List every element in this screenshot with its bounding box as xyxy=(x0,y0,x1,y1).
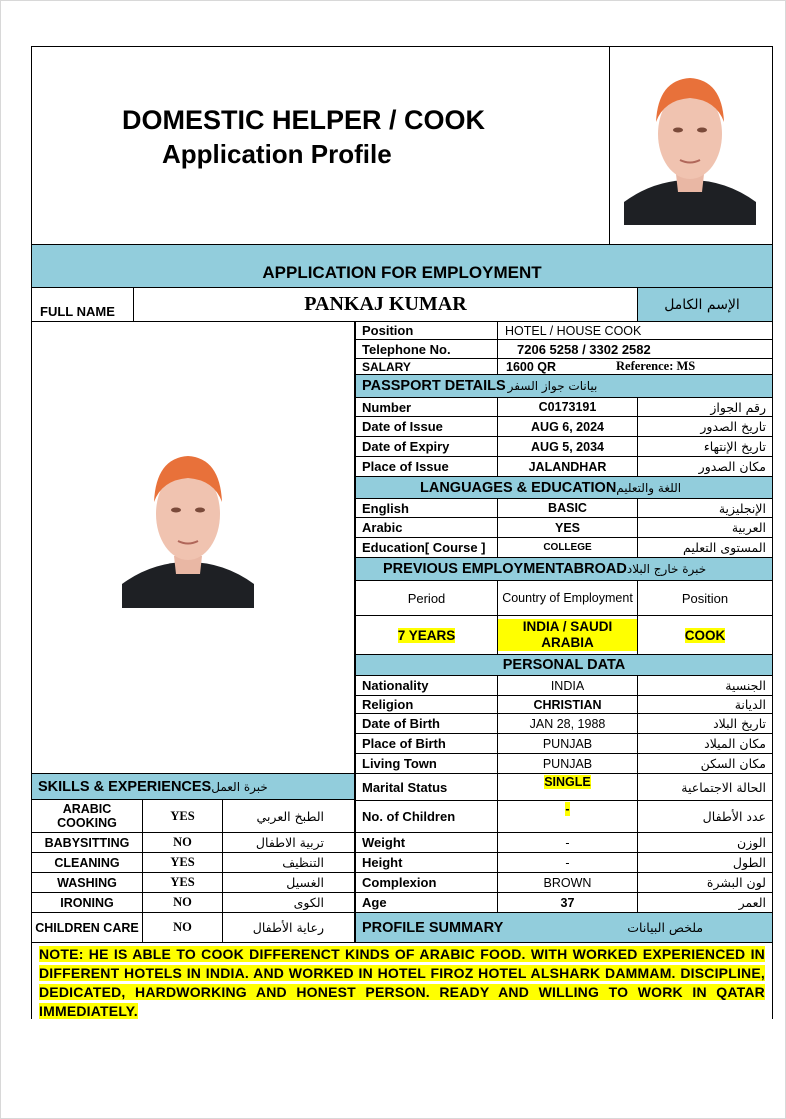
personal-row-label-ar: الوزن xyxy=(637,832,773,853)
languages-header-ar: اللغة والتعليم xyxy=(616,480,682,495)
skills-header-en: SKILLS & EXPERIENCES xyxy=(38,778,212,795)
telephone-value: 7206 5258 / 3302 2582 xyxy=(497,339,773,359)
summary-note xyxy=(39,945,765,1021)
personal-row-value-cell xyxy=(497,675,638,696)
passport-row-label-ar: تاريخ الصدور xyxy=(637,416,773,437)
passport-row-value: JALANDHAR xyxy=(497,456,638,477)
personal-row-label: Date of Birth xyxy=(355,713,498,734)
salary-value xyxy=(497,358,773,375)
skill-row-label-ar: الكوى xyxy=(222,892,355,913)
personal-row-label-ar: الديانة xyxy=(637,695,773,714)
employment-position-cell xyxy=(637,615,773,655)
personal-row-label: Religion xyxy=(355,695,498,714)
col-position: Position xyxy=(637,580,773,616)
passport-row-value: C0173191 xyxy=(497,397,638,417)
document-subtitle: Application Profile xyxy=(162,139,392,169)
skills-section-header xyxy=(31,773,355,800)
personal-row-value: SINGLE xyxy=(544,775,591,789)
personal-row-value-cell xyxy=(497,733,638,754)
passport-header-ar: بيانات جواز السفر xyxy=(507,379,598,393)
reference-code: Reference: MS xyxy=(616,359,696,373)
personal-row-value-cell xyxy=(497,713,638,734)
passport-row-value: AUG 5, 2034 xyxy=(497,436,638,457)
personal-row-label: Nationality xyxy=(355,675,498,696)
skill-row-label-ar: التنظيف xyxy=(222,852,355,873)
personal-row-value: PUNJAB xyxy=(542,736,593,751)
personal-row-value: 37 xyxy=(560,895,575,910)
position-label: Position xyxy=(355,321,498,340)
personal-row-value: - xyxy=(565,835,570,850)
employment-position: COOK xyxy=(684,627,726,643)
personal-row-label-ar: مكان الميلاد xyxy=(637,733,773,754)
language-row-label: Education[ Course ] xyxy=(355,537,498,558)
employment-section-header xyxy=(355,557,773,581)
salary-label: SALARY xyxy=(355,358,498,375)
employment-header-en: PREVIOUS EMPLOYMENTABROAD xyxy=(383,561,627,577)
skill-row-label-ar: تربية الاطفال xyxy=(222,832,355,853)
personal-row-label-ar: لون البشرة xyxy=(637,872,773,893)
passport-row-label: Number xyxy=(355,397,498,417)
skill-row-label: CHILDREN CARE xyxy=(31,912,143,943)
language-row-label: Arabic xyxy=(355,517,498,538)
personal-row-label-ar: الجنسية xyxy=(637,675,773,696)
personal-row-value-cell xyxy=(497,695,638,714)
personal-row-value: - xyxy=(565,855,570,870)
summary-header-en: PROFILE SUMMARY xyxy=(362,919,504,936)
passport-row-label: Place of Issue xyxy=(355,456,498,477)
personal-row-value: INDIA xyxy=(550,678,585,693)
language-row-value: BASIC xyxy=(497,498,638,518)
personal-row-label: Living Town xyxy=(355,753,498,774)
skill-row-value: YES xyxy=(142,872,223,893)
passport-row-label-ar: رقم الجواز xyxy=(637,397,773,417)
personal-row-label-ar: تاريخ البلاد xyxy=(637,713,773,734)
skill-row-label: IRONING xyxy=(31,892,143,913)
languages-header-en: LANGUAGES & EDUCATION xyxy=(420,479,617,496)
skill-row-value: NO xyxy=(142,912,223,943)
personal-row-value: CHRISTIAN xyxy=(533,697,602,712)
telephone-label: Telephone No. xyxy=(355,339,498,359)
personal-row-label: No. of Children xyxy=(355,800,498,833)
personal-row-label-ar: العمر xyxy=(637,892,773,913)
employment-header-ar: خبرة خارج البلاد xyxy=(626,562,707,576)
personal-row-value-cell xyxy=(497,872,638,893)
skill-row-label-ar: الغسيل xyxy=(222,872,355,893)
personal-row-label: Complexion xyxy=(355,872,498,893)
personal-row-value-cell xyxy=(497,892,638,913)
passport-row-label-ar: تاريخ الإنتهاء xyxy=(637,436,773,457)
personal-row-value-cell xyxy=(497,773,638,801)
employment-country: INDIA / SAUDI ARABIA xyxy=(498,619,637,651)
position-value: HOTEL / HOUSE COOK xyxy=(497,321,773,340)
passport-section-header xyxy=(355,374,773,398)
language-row-label-ar: المستوى التعليم xyxy=(637,537,773,558)
personal-row-label-ar: الطول xyxy=(637,852,773,873)
personal-row-label-ar: عدد الأطفال xyxy=(637,800,773,833)
personal-row-value: PUNJAB xyxy=(542,756,593,771)
language-row-value: YES xyxy=(497,517,638,538)
skill-row-label: CLEANING xyxy=(31,852,143,873)
full-name-label: FULL NAME xyxy=(31,287,134,322)
passport-header-en: PASSPORT DETAILS xyxy=(362,378,506,394)
passport-row-label: Date of Issue xyxy=(355,416,498,437)
skill-row-label-ar: الطبخ العربي xyxy=(222,799,355,833)
personal-row-value-cell xyxy=(497,753,638,774)
skill-row-value: YES xyxy=(142,799,223,833)
personal-section-header: PERSONAL DATA xyxy=(355,654,773,676)
skill-row-label-ar: رعاية الأطفال xyxy=(222,912,355,943)
personal-row-value: - xyxy=(565,802,570,816)
salary-amount: 1600 QR xyxy=(506,359,557,374)
skill-row-label: WASHING xyxy=(31,872,143,893)
applicant-photo-small xyxy=(624,62,756,225)
summary-section-header xyxy=(355,912,773,943)
personal-row-value: BROWN xyxy=(543,875,592,890)
application-banner: APPLICATION FOR EMPLOYMENT xyxy=(31,244,773,288)
personal-row-value-cell xyxy=(497,800,638,833)
employment-country-cell xyxy=(497,615,638,655)
personal-row-label: Age xyxy=(355,892,498,913)
language-row-label-ar: الإنجليزية xyxy=(637,498,773,518)
personal-row-label: Weight xyxy=(355,832,498,853)
col-period: Period xyxy=(355,580,498,616)
skill-row-label: ARABIC COOKING xyxy=(31,799,143,833)
language-row-label-ar: العربية xyxy=(637,517,773,538)
personal-row-value-cell xyxy=(497,832,638,853)
languages-section-header xyxy=(355,476,773,499)
passport-row-value: AUG 6, 2024 xyxy=(497,416,638,437)
employment-period-cell xyxy=(355,615,498,655)
personal-row-label: Marital Status xyxy=(355,773,498,801)
skill-row-label: BABYSITTING xyxy=(31,832,143,853)
skill-row-value: NO xyxy=(142,892,223,913)
personal-row-value-cell xyxy=(497,852,638,873)
passport-row-label-ar: مكان الصدور xyxy=(637,456,773,477)
skill-row-value: YES xyxy=(142,852,223,873)
personal-row-label-ar: الحالة الاجتماعية xyxy=(637,773,773,801)
language-row-label: English xyxy=(355,498,498,518)
summary-note-box xyxy=(31,943,773,1019)
personal-row-label: Place of Birth xyxy=(355,733,498,754)
full-name-label-ar: الإسم الكامل xyxy=(637,287,773,322)
personal-row-value: JAN 28, 1988 xyxy=(529,716,606,731)
personal-row-label: Height xyxy=(355,852,498,873)
col-country: Country of Employment xyxy=(497,580,638,616)
passport-row-label: Date of Expiry xyxy=(355,436,498,457)
personal-row-label-ar: مكان السكن xyxy=(637,753,773,774)
document-title: DOMESTIC HELPER / COOK xyxy=(122,105,486,135)
skill-row-value: NO xyxy=(142,832,223,853)
employment-period: 7 YEARS xyxy=(397,627,456,643)
skills-header-ar: خبرة العمل xyxy=(211,779,268,794)
full-name-value: PANKAJ KUMAR xyxy=(133,287,638,322)
applicant-photo-large xyxy=(122,440,254,608)
summary-header-ar: ملخص البيانات xyxy=(627,920,704,935)
language-row-value: COLLEGE xyxy=(497,537,638,558)
summary-note-text: NOTE: HE IS ABLE TO COOK DIFFERENCT KINDS OF ARABIC FOOD. WITH WORKED EXPERIENCED IN DIFFERENT HOTELS IN INDIA. AND WORKED IN HOTEL FIROZ HOTEL ALSHARK DAMMAM. DISCIPLINE, DEDICATED, HARDWORKING AND HONEST PERSON. READY AND WILLING TO WORK IN QATAR IMMEDIATELY. xyxy=(39,946,765,1019)
